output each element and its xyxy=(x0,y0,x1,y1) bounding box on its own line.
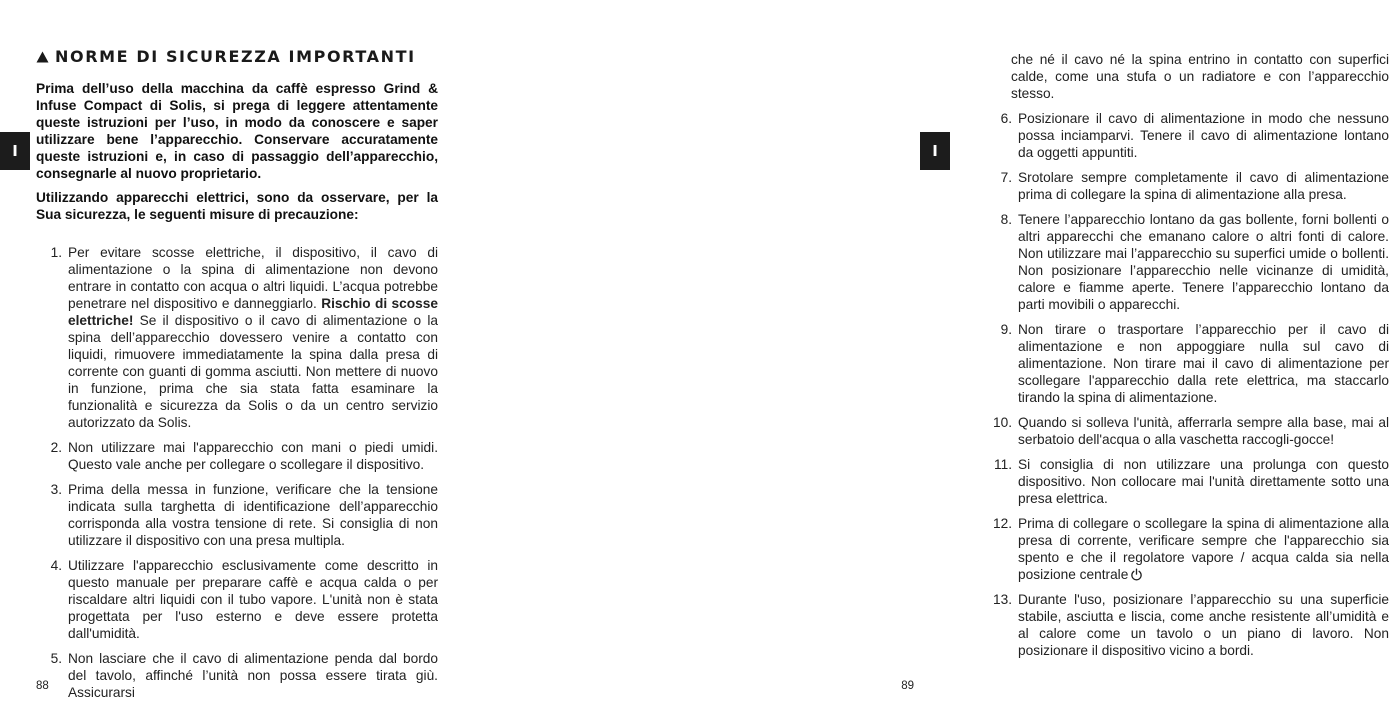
item-number: 2. xyxy=(50,440,62,455)
item-text xyxy=(1018,515,1389,583)
language-tab-letter: I xyxy=(12,142,18,160)
right-content xyxy=(986,51,1389,667)
section-heading-text: NORME DI SICUREZZA IMPORTANTI xyxy=(55,47,416,66)
list-item xyxy=(986,414,1389,448)
item-text: Srotolare sempre completamente il cavo di alimentazione prima di collegare la spina di alimentazione alla presa. xyxy=(1018,170,1389,202)
left-page xyxy=(0,0,475,713)
warning-triangle-icon xyxy=(36,51,49,63)
list-item xyxy=(986,321,1389,406)
language-tab xyxy=(0,132,30,170)
item-text: Non utilizzare mai l'apparecchio con mani o piedi umidi. Questo vale anche per collegare o scollegare il dispositivo. xyxy=(68,440,438,472)
item-text: Si consiglia di non utilizzare una prolunga con questo dispositivo. Non collocare mai l'unità direttamente sotto una presa elettrica. xyxy=(1018,457,1389,506)
item-number: 5. xyxy=(50,651,62,666)
list-item xyxy=(986,110,1389,161)
warning-emphasis: Rischio di scosse elettriche! xyxy=(68,296,438,328)
intro-paragraph-2: Utilizzando apparecchi elettrici, sono da osservare, per la Sua sicurezza, le seguenti misure di precauzione: xyxy=(36,190,438,222)
list-item xyxy=(36,557,438,642)
language-tab-letter: I xyxy=(932,142,938,160)
page-number: 89 xyxy=(901,680,914,692)
item-text: Prima della messa in funzione, verificare che la tensione indicata sulla targhetta di identificazione dell’apparecchio corrisponda alla vostra tensione di rete. Si consiglia di non utilizzare il dispositivo con una presa multipla. xyxy=(68,482,438,548)
language-tab xyxy=(920,132,950,170)
list-item xyxy=(36,481,438,549)
item-number: 12. xyxy=(992,516,1012,531)
list-item xyxy=(36,244,438,431)
item-number: 6. xyxy=(1000,111,1012,126)
page-number: 88 xyxy=(36,680,49,692)
item-text: Non lasciare che il cavo di alimentazione penda dal bordo del tavolo, affinché l’unità non possa essere tirata giù. Assicurarsi xyxy=(68,651,438,700)
item-number: 7. xyxy=(1000,170,1012,185)
item-text: Quando si solleva l'unità, afferrarla sempre alla base, mai al serbatoio dell'acqua o alla vaschetta raccogli-gocce! xyxy=(1018,415,1389,447)
item-text: Posizionare il cavo di alimentazione in modo che nessuno possa inciamparvi. Tenere il cavo di alimentazione lontano da oggetti appuntiti. xyxy=(1018,111,1389,160)
item-continuation: che né il cavo né la spina entrino in contatto con superfici calde, come una stufa o un radiatore e con l’apparecchio stesso. xyxy=(1011,52,1389,101)
left-content xyxy=(36,80,438,709)
item-text: Non tirare o trasportare l’apparecchio per il cavo di alimentazione e non appoggiare nulla sul cavo di alimentazione. Non tirare mai il cavo di alimentazione per scollegare l'apparecchio dalla rete elettrica, ma staccarlo tirando la spina di alimentazione. xyxy=(1018,322,1389,405)
item-text: Utilizzare l'apparecchio esclusivamente come descritto in questo manuale per preparare caffè e acqua calda o per riscaldare altri liquidi con il tubo vapore. L'unità non è stata progettata per l'uso esterno e deve essere protetta dall'umidità. xyxy=(68,558,438,641)
item-number: 3. xyxy=(50,482,62,497)
list-item xyxy=(986,591,1389,659)
item-number: 11. xyxy=(993,457,1012,472)
item-text xyxy=(68,244,438,431)
intro-paragraph-1: Prima dell’uso della macchina da caffè espresso Grind & Infuse Compact di Solis, si prega di leggere attentamente queste istruzioni per l’uso, in modo da conoscere e saper utilizzare bene l’apparecchio. Conservare accuratamente queste istruzioni e, in caso di passaggio dell’apparecchio, consegnarle al nuovo proprietario. xyxy=(36,81,438,181)
item-number: 13. xyxy=(992,592,1012,607)
item-number: 9. xyxy=(1000,322,1012,337)
list-item xyxy=(986,211,1389,313)
item-number: 4. xyxy=(50,558,62,573)
right-page xyxy=(475,0,1389,713)
list-item xyxy=(986,515,1389,583)
list-item xyxy=(986,169,1389,203)
section-heading xyxy=(36,47,416,66)
item-number: 10. xyxy=(992,415,1012,430)
safety-list xyxy=(36,244,438,701)
list-item xyxy=(986,456,1389,507)
item-text-part: Se il dispositivo o il cavo di alimentazione o la spina dell’apparecchio dovessero venire a contatto con liquidi, rimuovere immediatamente la spina dalla presa di corrente con guanti di gomma asciutti. Non mettere di nuovo in funzione, prima che sia stata fatta esaminare la funzionalità e sicurezza da Solis o da un centro servizio autorizzato da Solis. xyxy=(68,313,438,430)
list-item xyxy=(36,650,438,701)
item-number: 1. xyxy=(50,245,62,260)
power-icon xyxy=(1130,568,1143,581)
item-number: 8. xyxy=(1000,212,1012,227)
list-item xyxy=(36,439,438,473)
item-text-part: Prima di collegare o scollegare la spina di alimentazione alla presa di corrente, verificare sempre che l'apparecchio sia spento e che il regolatore vapore / acqua calda sia nella posizione centrale xyxy=(1018,516,1389,582)
item-text-part: Per evitare scosse elettriche, il dispositivo, il cavo di alimentazione o la spina di alimentazione non devono entrare in contatto con acqua o altri liquidi. L’acqua potrebbe penetrare nel dispositivo e danneggiarlo. xyxy=(68,245,438,311)
item-text: Tenere l’apparecchio lontano da gas bollente, forni bollenti o altri apparecchi che emanano calore o altri fonti di calore. Non utilizzare mai l’apparecchio su superfici umide o bollenti. Non posizionare l’apparecchio nelle vicinanze di umidità, calore e fiamme aperte. Tenere l’apparecchio lontano da parti movibili o apparecchi. xyxy=(1018,212,1389,312)
item-text: Durante l'uso, posizionare l’apparecchio su una superficie stabile, asciutta e liscia, come anche resistente all’umidità e al calore come un tavolo o un piano di lavoro. Non posizionare il dispositivo vicino a bordi. xyxy=(1018,592,1389,658)
